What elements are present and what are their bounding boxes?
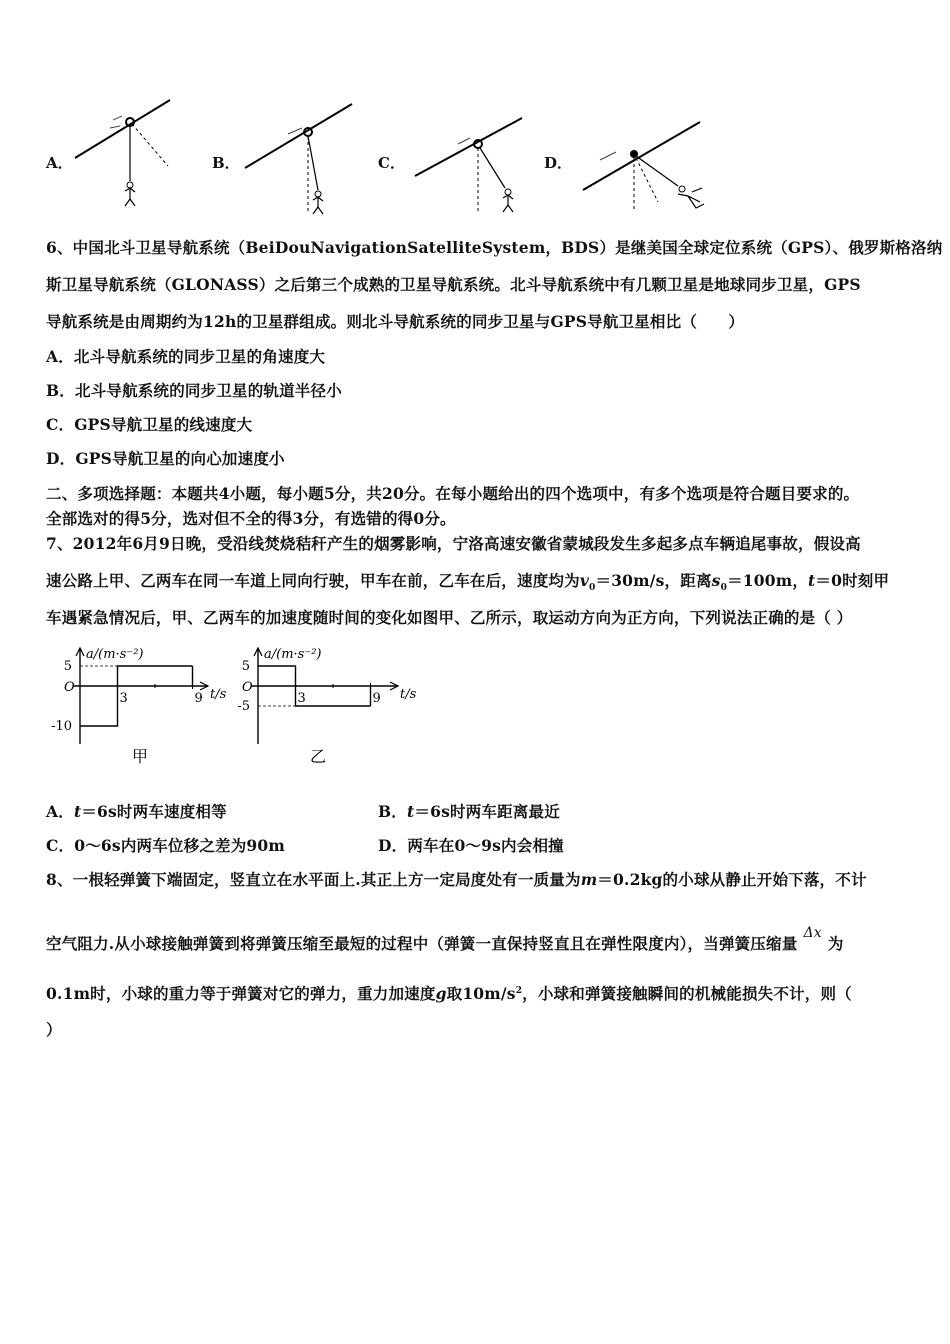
- q5-option-b-label[interactable]: B．: [212, 154, 240, 172]
- q8-text-2b: 为: [827, 934, 844, 953]
- q5-figure-a: [70, 96, 180, 216]
- section2-heading: 二、多项选择题：本题共4小题，每小题5分，共20分。在每小题给出的四个选项中，有多个选项是符合题目要求的。: [46, 484, 860, 503]
- chart-yi: [237, 647, 416, 766]
- q7-option-d[interactable]: D．两车在0～9s内会相撞: [378, 836, 564, 855]
- y-tick-label: 5: [241, 659, 250, 674]
- q6-stem-line1: 6、中国北斗卫星导航系统（BeiDouNavigationSatelliteSystem，BDS）是继美国全球定位系统（GPS）、俄罗斯格洛纳: [46, 238, 943, 257]
- q6-option-b[interactable]: B．北斗导航系统的同步卫星的轨道半径小: [46, 381, 342, 400]
- y-tick-label: 5: [63, 659, 72, 674]
- q7-t-symbol: t: [808, 571, 816, 590]
- x-tick-label: 3: [297, 691, 306, 706]
- x-tick-label: 9: [372, 691, 381, 706]
- x-axis-label: t/s: [400, 687, 417, 702]
- q8-text-1a: 8、一根轻弹簧下端固定，竖直立在水平面上.其正上方一定局度处有一质量为: [46, 870, 581, 889]
- q7-option-a-t: t: [73, 802, 82, 821]
- x-axis-label: t/s: [210, 687, 227, 702]
- q6-option-c[interactable]: C．GPS导航卫星的线速度大: [46, 415, 253, 434]
- chart-jia: [51, 647, 227, 766]
- x-tick-label: 3: [119, 691, 128, 706]
- q7-stem-line2: [46, 569, 889, 593]
- q8-g-symbol: g: [435, 984, 447, 1003]
- q7-option-c[interactable]: C．0～6s内两车位移之差为90m: [46, 836, 286, 855]
- q7-text-b: ＝0时刻甲: [815, 571, 890, 590]
- q6-stem-line2: 斯卫星导航系统（GLONASS）之后第三个成熟的卫星导航系统。北斗导航系统中有几颗卫星是地球同步卫星，GPS: [46, 275, 861, 294]
- q7-option-b-t: t: [407, 802, 415, 821]
- q7-text-a: 速公路上甲、乙两车在同一车道上同向行驶，甲车在前，乙车在后，速度均为: [46, 571, 580, 590]
- chart-title: 甲: [132, 747, 149, 766]
- x-tick-label: 9: [194, 691, 203, 706]
- series-line: [80, 666, 193, 726]
- section2-scoring: 全部选对的得5分，选对但不全的得3分，有选错的得0分。: [46, 509, 456, 528]
- q7-v0-value: ＝30m/s，距离: [595, 571, 712, 590]
- origin-label: O: [242, 680, 253, 695]
- q6-stem-line3: 导航系统是由周期约为12h的卫星群组成。则北斗导航系统的同步卫星与GPS导航卫星相比（ ）: [46, 312, 745, 331]
- q8-delta-x: Δx: [803, 925, 822, 941]
- q7-option-a-pre: A．: [46, 802, 74, 821]
- q7-stem-line3: 车遇紧急情况后，甲、乙两车的加速度随时间的变化如图甲、乙所示，取运动方向为正方向，下列说法正确的是（ ）: [46, 608, 853, 627]
- q8-text-2a: 空气阻力.从小球接触弹簧到将弹簧压缩至最短的过程中（弹簧一直保持竖直且在弹性限度内），当弹簧压缩量: [46, 934, 798, 953]
- q8-stem-line1: [46, 868, 867, 890]
- q7-option-b[interactable]: [378, 800, 560, 822]
- q7-v0-sub: 0: [589, 583, 596, 594]
- y-tick-label: -10: [51, 719, 72, 734]
- y-axis-label: a/(m·s⁻²): [264, 647, 322, 662]
- q5-option-c-label[interactable]: C．: [378, 154, 405, 172]
- q7-option-b-pre: B．: [378, 802, 408, 821]
- y-axis-label: a/(m·s⁻²): [86, 647, 144, 662]
- q8-m-symbol: m: [580, 870, 598, 889]
- q7-s0-value: ＝100m，: [727, 571, 809, 590]
- q6-option-d[interactable]: D．GPS导航卫星的向心加速度小: [46, 449, 285, 468]
- q8-stem-line3: [46, 982, 852, 1004]
- q5-option-d-label[interactable]: D．: [544, 154, 573, 172]
- q7-v0-symbol: v: [579, 571, 590, 590]
- q7-s0-sub: 0: [720, 583, 728, 594]
- q7-option-a[interactable]: [46, 800, 227, 822]
- q7-s0-symbol: s: [711, 571, 721, 590]
- q8-text-3c: ，小球和弹簧接触瞬间的机械能损失不计，则（: [522, 984, 852, 1003]
- q8-text-1b: ＝0.2kg的小球从静止开始下落，不计: [597, 870, 867, 889]
- q8-text-3a: 0.1m时，小球的重力等于弹簧对它的弹力，重力加速度: [46, 984, 436, 1003]
- q5-figure-c: [410, 98, 530, 216]
- q8-stem-line2: [46, 925, 844, 954]
- q8-stem-line4: ）: [46, 1020, 62, 1039]
- q7-option-b-rest: ＝6s时两车距离最近: [414, 802, 560, 821]
- q5-figure-b: [240, 96, 360, 218]
- q8-text-3b: 取10m/s: [446, 984, 516, 1003]
- q6-option-a[interactable]: A．北斗导航系统的同步卫星的角速度大: [46, 347, 326, 366]
- q7-stem-line1: 7、2012年6月9日晚，受沿线焚烧秸秆产生的烟雾影响，宁洛高速安徽省蒙城段发生多起多点车辆追尾事故，假设高: [46, 534, 861, 553]
- q5-figure-d: [578, 112, 718, 216]
- q5-option-a-label[interactable]: A．: [46, 154, 73, 172]
- origin-label: O: [64, 680, 75, 695]
- q8-sup: 2: [515, 985, 523, 996]
- y-tick-label: -5: [237, 699, 250, 714]
- chart-title: 乙: [310, 747, 327, 766]
- q7-charts: [40, 640, 420, 775]
- q7-option-a-rest: ＝6s时两车速度相等: [81, 802, 227, 821]
